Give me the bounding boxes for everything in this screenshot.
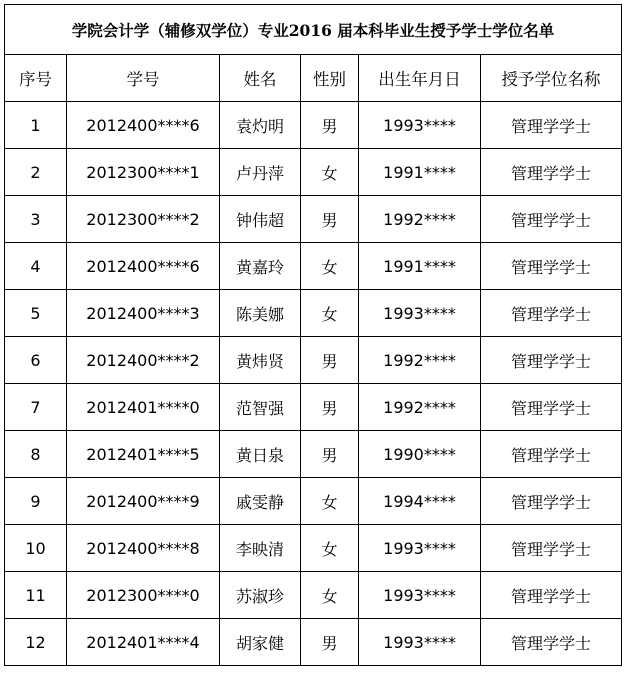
cell-gender: 女 bbox=[301, 290, 359, 337]
graduate-degree-table bbox=[4, 4, 622, 666]
cell-name: 范智强 bbox=[220, 384, 301, 431]
cell-student-id: 2012400****6 bbox=[67, 102, 220, 149]
cell-name: 卢丹萍 bbox=[220, 149, 301, 196]
cell-degree: 管理学学士 bbox=[481, 149, 622, 196]
cell-name: 黄日泉 bbox=[220, 431, 301, 478]
cell-degree: 管理学学士 bbox=[481, 290, 622, 337]
cell-gender: 女 bbox=[301, 572, 359, 619]
cell-birth-date: 1991**** bbox=[359, 243, 481, 290]
cell-seq: 7 bbox=[5, 384, 67, 431]
cell-seq: 10 bbox=[5, 525, 67, 572]
cell-birth-date: 1992**** bbox=[359, 384, 481, 431]
cell-seq: 4 bbox=[5, 243, 67, 290]
cell-seq: 1 bbox=[5, 102, 67, 149]
table-row bbox=[5, 337, 622, 384]
cell-birth-date: 1992**** bbox=[359, 337, 481, 384]
cell-seq: 5 bbox=[5, 290, 67, 337]
table-row bbox=[5, 431, 622, 478]
table-header-row bbox=[5, 55, 622, 102]
cell-birth-date: 1993**** bbox=[359, 290, 481, 337]
cell-student-id: 2012300****2 bbox=[67, 196, 220, 243]
cell-student-id: 2012300****1 bbox=[67, 149, 220, 196]
cell-name: 苏淑珍 bbox=[220, 572, 301, 619]
table-row bbox=[5, 243, 622, 290]
cell-gender: 男 bbox=[301, 431, 359, 478]
document-page bbox=[4, 4, 621, 666]
cell-name: 钟伟超 bbox=[220, 196, 301, 243]
header-student-id: 学号 bbox=[67, 55, 220, 102]
cell-seq: 12 bbox=[5, 619, 67, 666]
cell-gender: 女 bbox=[301, 478, 359, 525]
cell-gender: 男 bbox=[301, 196, 359, 243]
cell-birth-date: 1994**** bbox=[359, 478, 481, 525]
table-row bbox=[5, 619, 622, 666]
header-gender: 性别 bbox=[301, 55, 359, 102]
cell-gender: 女 bbox=[301, 149, 359, 196]
table-title-row bbox=[5, 5, 622, 55]
header-degree: 授予学位名称 bbox=[481, 55, 622, 102]
cell-student-id: 2012401****5 bbox=[67, 431, 220, 478]
cell-name: 李映清 bbox=[220, 525, 301, 572]
cell-name: 胡家健 bbox=[220, 619, 301, 666]
cell-student-id: 2012300****0 bbox=[67, 572, 220, 619]
cell-birth-date: 1993**** bbox=[359, 572, 481, 619]
table-row bbox=[5, 102, 622, 149]
cell-birth-date: 1993**** bbox=[359, 102, 481, 149]
cell-seq: 9 bbox=[5, 478, 67, 525]
cell-degree: 管理学学士 bbox=[481, 431, 622, 478]
cell-birth-date: 1990**** bbox=[359, 431, 481, 478]
cell-degree: 管理学学士 bbox=[481, 384, 622, 431]
cell-student-id: 2012400****8 bbox=[67, 525, 220, 572]
cell-name: 陈美娜 bbox=[220, 290, 301, 337]
cell-degree: 管理学学士 bbox=[481, 243, 622, 290]
cell-student-id: 2012400****9 bbox=[67, 478, 220, 525]
cell-student-id: 2012401****4 bbox=[67, 619, 220, 666]
cell-degree: 管理学学士 bbox=[481, 572, 622, 619]
cell-birth-date: 1992**** bbox=[359, 196, 481, 243]
table-row bbox=[5, 149, 622, 196]
cell-seq: 11 bbox=[5, 572, 67, 619]
cell-degree: 管理学学士 bbox=[481, 337, 622, 384]
cell-gender: 女 bbox=[301, 525, 359, 572]
table-title: 学院会计学（辅修双学位）专业2016 届本科毕业生授予学士学位名单 bbox=[5, 5, 622, 55]
table-row bbox=[5, 478, 622, 525]
cell-birth-date: 1993**** bbox=[359, 619, 481, 666]
cell-gender: 男 bbox=[301, 619, 359, 666]
cell-seq: 3 bbox=[5, 196, 67, 243]
cell-student-id: 2012400****6 bbox=[67, 243, 220, 290]
header-seq: 序号 bbox=[5, 55, 67, 102]
cell-name: 黄炜贤 bbox=[220, 337, 301, 384]
cell-birth-date: 1993**** bbox=[359, 525, 481, 572]
cell-degree: 管理学学士 bbox=[481, 196, 622, 243]
cell-student-id: 2012401****0 bbox=[67, 384, 220, 431]
cell-name: 黄嘉玲 bbox=[220, 243, 301, 290]
cell-student-id: 2012400****2 bbox=[67, 337, 220, 384]
cell-seq: 2 bbox=[5, 149, 67, 196]
cell-gender: 男 bbox=[301, 384, 359, 431]
header-name: 姓名 bbox=[220, 55, 301, 102]
cell-gender: 男 bbox=[301, 102, 359, 149]
cell-gender: 女 bbox=[301, 243, 359, 290]
table-row bbox=[5, 525, 622, 572]
cell-name: 戚雯静 bbox=[220, 478, 301, 525]
table-row bbox=[5, 196, 622, 243]
cell-birth-date: 1991**** bbox=[359, 149, 481, 196]
cell-student-id: 2012400****3 bbox=[67, 290, 220, 337]
cell-gender: 男 bbox=[301, 337, 359, 384]
cell-seq: 8 bbox=[5, 431, 67, 478]
cell-degree: 管理学学士 bbox=[481, 619, 622, 666]
table-row bbox=[5, 384, 622, 431]
cell-degree: 管理学学士 bbox=[481, 478, 622, 525]
cell-name: 袁灼明 bbox=[220, 102, 301, 149]
cell-seq: 6 bbox=[5, 337, 67, 384]
cell-degree: 管理学学士 bbox=[481, 102, 622, 149]
table-row bbox=[5, 572, 622, 619]
cell-degree: 管理学学士 bbox=[481, 525, 622, 572]
table-row bbox=[5, 290, 622, 337]
header-birth-date: 出生年月日 bbox=[359, 55, 481, 102]
